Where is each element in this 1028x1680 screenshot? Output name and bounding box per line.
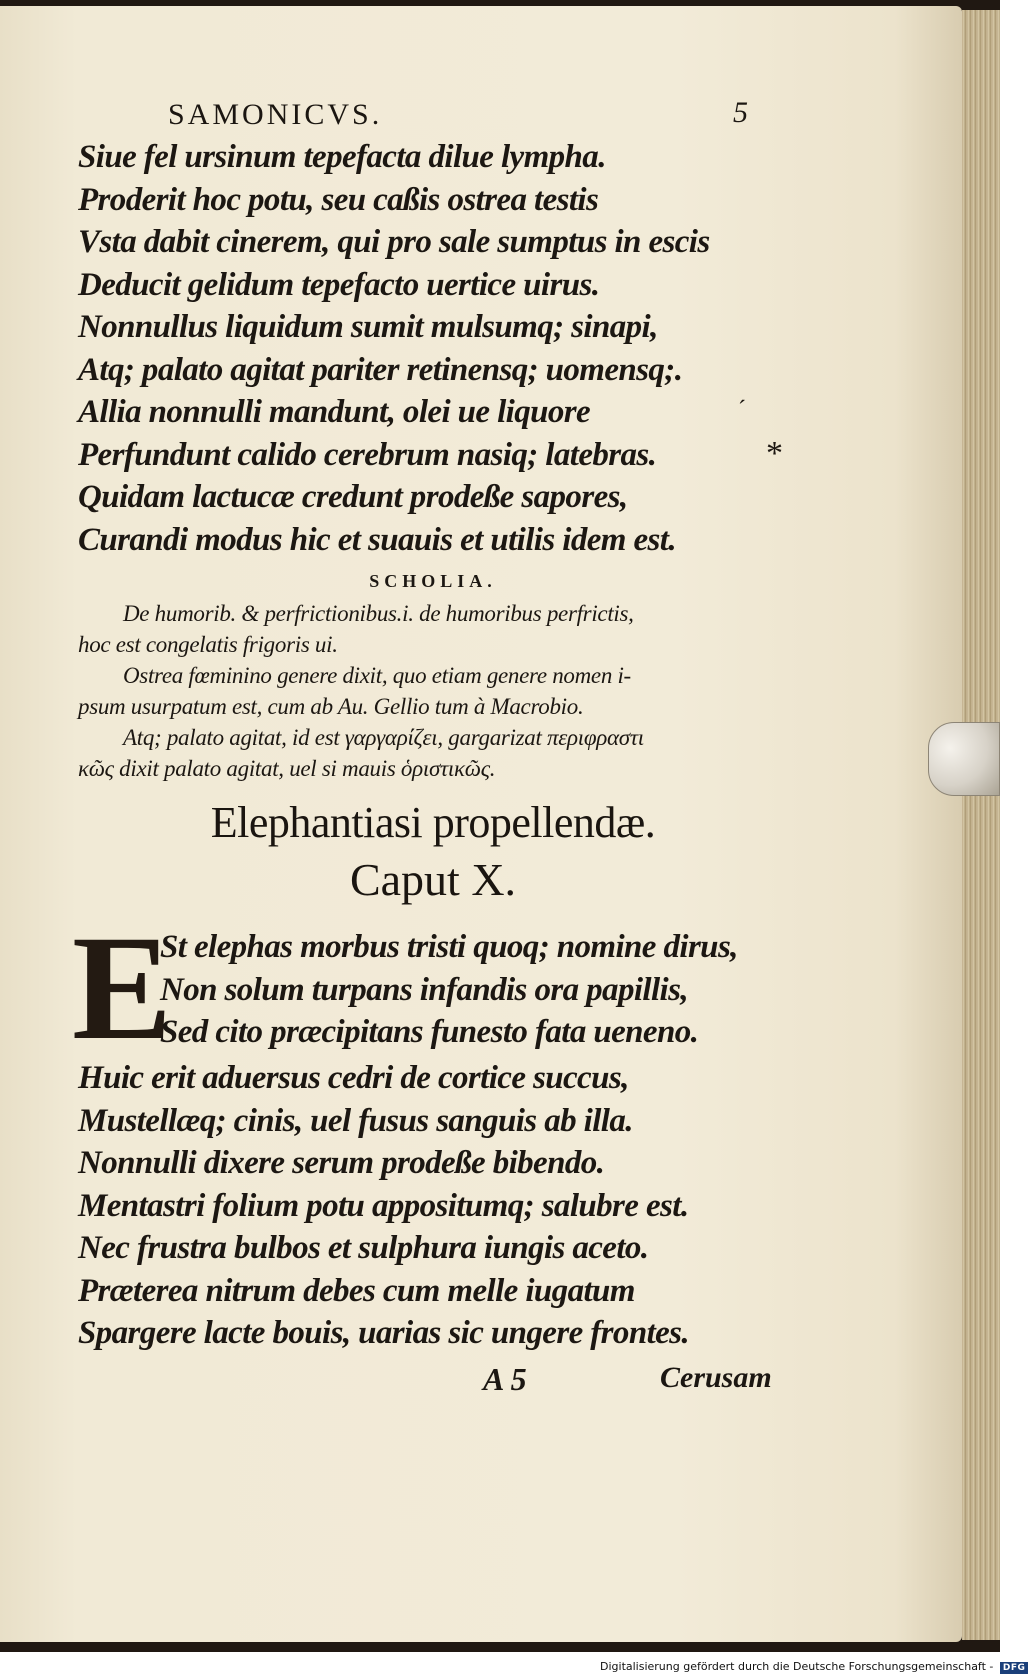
scholia-note-line: hoc est congelatis frigoris ui. — [78, 632, 338, 657]
verse-line: Nonnulli dixere serum prodeße bibendo. — [78, 1145, 605, 1181]
marginal-tick-mark: ´ — [738, 397, 746, 423]
scholia-heading: SCHOLIA. — [369, 571, 497, 591]
verse-line: Nec frustra bulbos et sulphura iungis aceto. — [78, 1230, 649, 1266]
verse-line: Perfundunt calido cerebrum nasiq; latebras. — [78, 436, 657, 473]
scholia-note-line: De humorib. & perfrictionibus.i. de humoribus perfrictis, — [123, 601, 634, 626]
verse-line: Nonnullus liquidum sumit mulsumq; sinapi, — [78, 309, 658, 345]
verse-line: St elephas morbus tristi quoq; nomine dirus, — [160, 929, 738, 965]
catchword: Cerusam — [660, 1360, 772, 1394]
scholia-note-line: Ostrea fœminino genere dixit, quo etiam genere nomen i- — [123, 663, 631, 688]
verse-line: Quidam lactucæ credunt prodeße sapores, — [78, 479, 628, 515]
chapter-number: Caput X. — [349, 854, 517, 905]
verse-group-bottom — [78, 1057, 788, 1355]
signature-mark: A 5 — [483, 1360, 527, 1397]
marginal-asterisk: * — [766, 435, 783, 472]
verse-line: Proderit hoc potu, seu caßis ostrea testis — [78, 181, 599, 218]
verse-line: Huic erit aduersus cedri de cortice succus, — [78, 1060, 629, 1096]
verse-line: Præterea nitrum debes cum melle iugatum — [78, 1272, 635, 1309]
verse-line: Atq; palato agitat pariter retinensq; uomensq;. — [78, 351, 683, 388]
initial-verse-lines — [160, 926, 738, 1054]
verse-line: Sed cito præcipitans funesto fata ueneno. — [160, 1014, 699, 1050]
page-edges — [962, 10, 1000, 1640]
dfg-logo: DFG — [1000, 1662, 1028, 1674]
scholia-notes — [78, 598, 788, 784]
page-footer — [78, 1359, 788, 1403]
page-text-block — [72, 90, 788, 1403]
verse-line: Allia nonnulli mandunt, olei ue liquore — [78, 394, 591, 430]
drop-cap-initial: E — [72, 905, 173, 1071]
verse-line: Siue fel ursinum tepefacta dilue lympha. — [78, 139, 606, 175]
verse-line: Spargere lacte bouis, uarias sic ungere frontes. — [78, 1315, 690, 1351]
verse-line: Deducit gelidum tepefacto uertice uirus. — [78, 266, 600, 303]
chapter-title: Elephantiasi propellendæ. — [210, 798, 656, 847]
running-title: SAMONICVS. — [168, 98, 383, 131]
page-clip — [928, 722, 1000, 796]
verse-line: Non solum turpans infandis ora papillis, — [160, 971, 689, 1008]
verse-line: Mustellæq; cinis, uel fusus sanguis ab illa. — [78, 1102, 633, 1139]
page-number: 5 — [733, 96, 748, 129]
verse-line: Mentastri folium potu appositumq; salubre est. — [78, 1187, 689, 1224]
initial-verse-block — [72, 905, 788, 1071]
verse-line: Curandi modus hic et suauis et utilis idem est. — [78, 521, 677, 558]
verse-line: Vsta dabit cinerem, qui pro sale sumptus in escis — [78, 224, 710, 260]
scholia-note-line: Atq; palato agitat, id est γαργαρίζει, gargarizat περιφραστι — [123, 725, 644, 750]
credit-text: Digitalisierung gefördert durch die Deutsche Forschungsgemeinschaft - — [600, 1660, 994, 1673]
digitization-credit — [600, 1660, 1026, 1678]
running-head — [78, 90, 788, 136]
scholia-note-line: psum usurpatum est, cum ab Au. Gellio tum à Macrobio. — [78, 694, 584, 719]
scholia-note-line: κῶς dixit palato agitat, uel si mauis ὁριστικῶς. — [78, 756, 496, 781]
verse-group-top — [78, 136, 788, 561]
